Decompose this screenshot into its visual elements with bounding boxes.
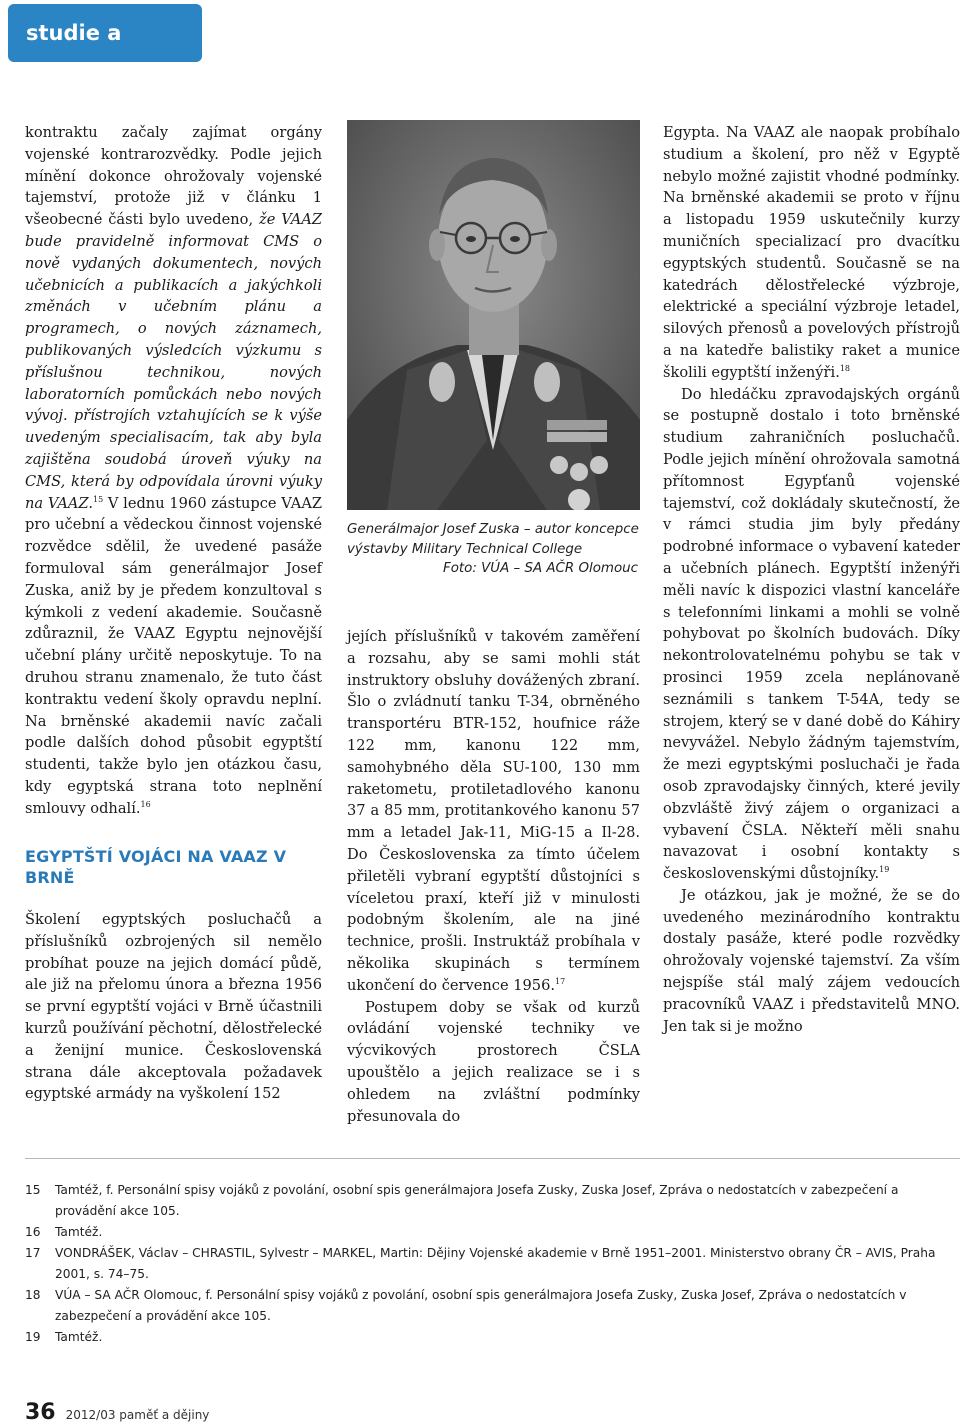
body-text: Do hledáčku zpravodajských orgánů se postupně dostalo i toto brněnské studium zahraničních posluchačů. Podle jejich mínění ohrožovala samotná přítomnost Egypťanů vojenské tajemství, což dokládaly skutečností, že v rámci studia jim byly předány podrobné informace o vybavení kateder a učebních plánech. Egyptští inženýři měli navíc k dispozici vlastní kanceláře s telefonními linkami a mohli se volně pohybovat po školních budovách. Díky nekontrolovatelnému pohybu se tak v prosinci 1959 zcela neplánovaně seznámili s tankem T-54A, tedy se strojem, který se v dané době do Káhiry nevyvážel. Nebylo žádným tajemstvím, že mezi egyptskými posluchači je řada osob zpravodajsky činných, které jevily obzvláště živý zájem o organizaci a vybavení ČSLA. Někteří měli snahu navazovat i osobní kontakty s československými důstojníky. <box>663 385 960 883</box>
footnotes <box>25 1180 960 1348</box>
body-text: Egypta. Na VAAZ ale naopak probíhalo studium a školení, pro něž v Egyptě nebylo možné zajistit vhodné podmínky. Na brněnské akademii se proto v říjnu a listopadu 1959 uskutečnily kurzy muničních specializací pro dvacítku egyptských studentů. Současně se na katedrách dělostřelecké výzbroje, elektrické a speciální výzbroje letadel, silových přenosů a povelových přístrojů a na katedře balistiky raket a munice školili egyptští inženýři. <box>663 124 960 381</box>
text-column-3 <box>663 122 960 1037</box>
footnote <box>25 1180 960 1222</box>
footnote-ref[interactable]: 16 <box>140 799 151 809</box>
portrait-photo <box>347 120 640 510</box>
footnote-number: 15 <box>25 1183 41 1197</box>
body-text: kontraktu začaly zajímat orgány vojenské kontrarozvědky. Podle jejich mínění dokonce ohrožovaly vojenské tajemství, protože již v článku 1 všeobecné části bylo uvedeno, <box>25 124 322 229</box>
journal-issue: 2012/03 paměť a dějiny <box>65 1408 210 1422</box>
portrait-image <box>347 120 640 510</box>
paragraph <box>663 384 960 885</box>
footnote <box>25 1222 960 1243</box>
footnote-ref[interactable]: 19 <box>879 865 890 875</box>
body-text: jejích příslušníků v takovém zaměření a rozsahu, aby se sami mohli stát instruktory obsluhy dovážených zbraní. Šlo o zvládnutí tanku T-34, obrněného transportéru BTR-152, houfnice ráže 122 mm, kanonu 122 mm, samohybného děla SU-100, 130 mm raketometu, protiletadlového kanonu 37 a 85 mm, protitankového kanonu 57 mm a letadel Jak-11, MiG-15 a Il-28. Do Československa za tímto účelem přiletěli vybraní egyptští důstojníci s víceletou praxí, kteří již v minulosti podobným školením, ale na jiné technice, prošli. Instruktáž probíhala v několika skupinách s termínem ukončení do července 1956. <box>347 628 640 994</box>
body-text: V lednu 1960 zástupce VAAZ pro učební a vědeckou činnost vojenské rozvědce sdělil, že uvedené pasáže formuloval sám generálmajor Josef Zuska, aniž by je předem konzultoval s kýmkoli z vedení akademie. Současně zdůraznil, že VAAZ Egyptu nejnovější učební plány určitě neposkytuje. To na druhou stranu znamenalo, že tuto část kontraktu vedení školy opravdu neplní. Na brněnské akademii navíc začali podle dalších dohod působit egyptští studenti, takže bylo jen otázkou času, kdy egyptská strana toto neplnění smlouvy odhalí. <box>25 494 322 817</box>
paragraph: Je otázkou, jak je možné, že se do uvedeného mezinárodního kontraktu dostaly pasáže, které podle rozvědky ohrožovaly vojenské tajemství. Za vším nejspíše stál malý zájem vedoucích pracovníků VAAZ i představitelů MNO. Jen tak si je možno <box>663 886 960 1035</box>
footnote-number: 18 <box>25 1288 41 1302</box>
paragraph: Školení egyptských posluchačů a příslušníků ozbrojených sil nemělo probíhat pouze na jejich domácí půdě, ale již na přelomu února a března 1956 se první egyptští vojáci v Brně účastnili kurzů používání pěchotní, dělostřelecké a ženijní munice. Československá strana dále akceptovala požadavek egyptské armády na vyškolení 152 <box>25 911 322 1103</box>
footnote-ref[interactable]: 15 <box>92 494 104 504</box>
photo-caption <box>347 520 640 579</box>
footnote-text: Tamtéž, f. Personální spisy vojáků z povolání, osobní spis generálmajora Josefa Zusky, Zuska Josef, Zpráva o nedostatcích v zabezpečení a provádění akce 105. <box>55 1183 899 1218</box>
footnote-number: 17 <box>25 1246 41 1260</box>
paragraph: Postupem doby se však od kurzů ovládání vojenské techniky ve výcvikových prostorech ČSLA upouštělo a jejich realizace se i s ohledem na zvláštní podmínky přesunovala do <box>347 998 640 1125</box>
footnote-divider <box>25 1158 960 1159</box>
footnote <box>25 1285 960 1327</box>
footnote-number: 19 <box>25 1330 41 1344</box>
caption-text: Generálmajor Josef Zuska – autor koncepce výstavby Military Technical College <box>347 522 639 557</box>
section-tab: studie a články <box>8 4 202 62</box>
text-column-2 <box>347 626 640 1127</box>
page-folio <box>25 1400 209 1425</box>
footnote-text: Tamtéž. <box>55 1330 103 1344</box>
paragraph <box>25 122 322 820</box>
footnote-text: Tamtéž. <box>55 1225 103 1239</box>
footnote-ref[interactable]: 18 <box>839 363 851 373</box>
text-column-1 <box>25 122 322 1105</box>
footnote-text: VÚA – SA AČR Olomouc, f. Personální spisy vojáků z povolání, osobní spis generálmajora Josefa Zusky, Zuska Josef, Zpráva o nedostatcích v zabezpečení a provádění akce 105. <box>55 1288 907 1323</box>
photo-credit: Foto: VÚA – SA AČR Olomouc <box>443 561 638 576</box>
page-number: 36 <box>25 1400 56 1425</box>
footnote-text: VONDRÁŠEK, Václav – CHRASTIL, Sylvestr – MARKEL, Martin: Dějiny Vojenské akademie v Brně 1951–2001. Ministerstvo obrany ČR – AVIS, Praha 2001, s. 74–75. <box>55 1246 936 1281</box>
quoted-text: že VAAZ bude pravidelně informovat CMS o nově vydaných dokumentech, nových učebnicích a publikacích a jakýchkoli změnách v učebním plánu a programech, o nových záznamech, publikovaných výsledcích výzkumu s příslušnou technikou, nových laboratorních pomůckách nebo nových vývoj. přístrojích vztahujících se k výše uvedeným specialisacím, tak aby byla zajištěna soudobá úroveň výuky na CMS, která by odpovídala úrovni výuky na VAAZ. <box>25 211 322 512</box>
footnote <box>25 1327 960 1348</box>
section-heading: EGYPTŠTÍ VOJÁCI NA VAAZ V BRNĚ <box>25 846 287 888</box>
paragraph <box>663 122 960 384</box>
paragraph <box>347 626 640 997</box>
footnote-ref[interactable]: 17 <box>555 976 566 986</box>
footnote-number: 16 <box>25 1225 41 1239</box>
footnote <box>25 1243 960 1285</box>
